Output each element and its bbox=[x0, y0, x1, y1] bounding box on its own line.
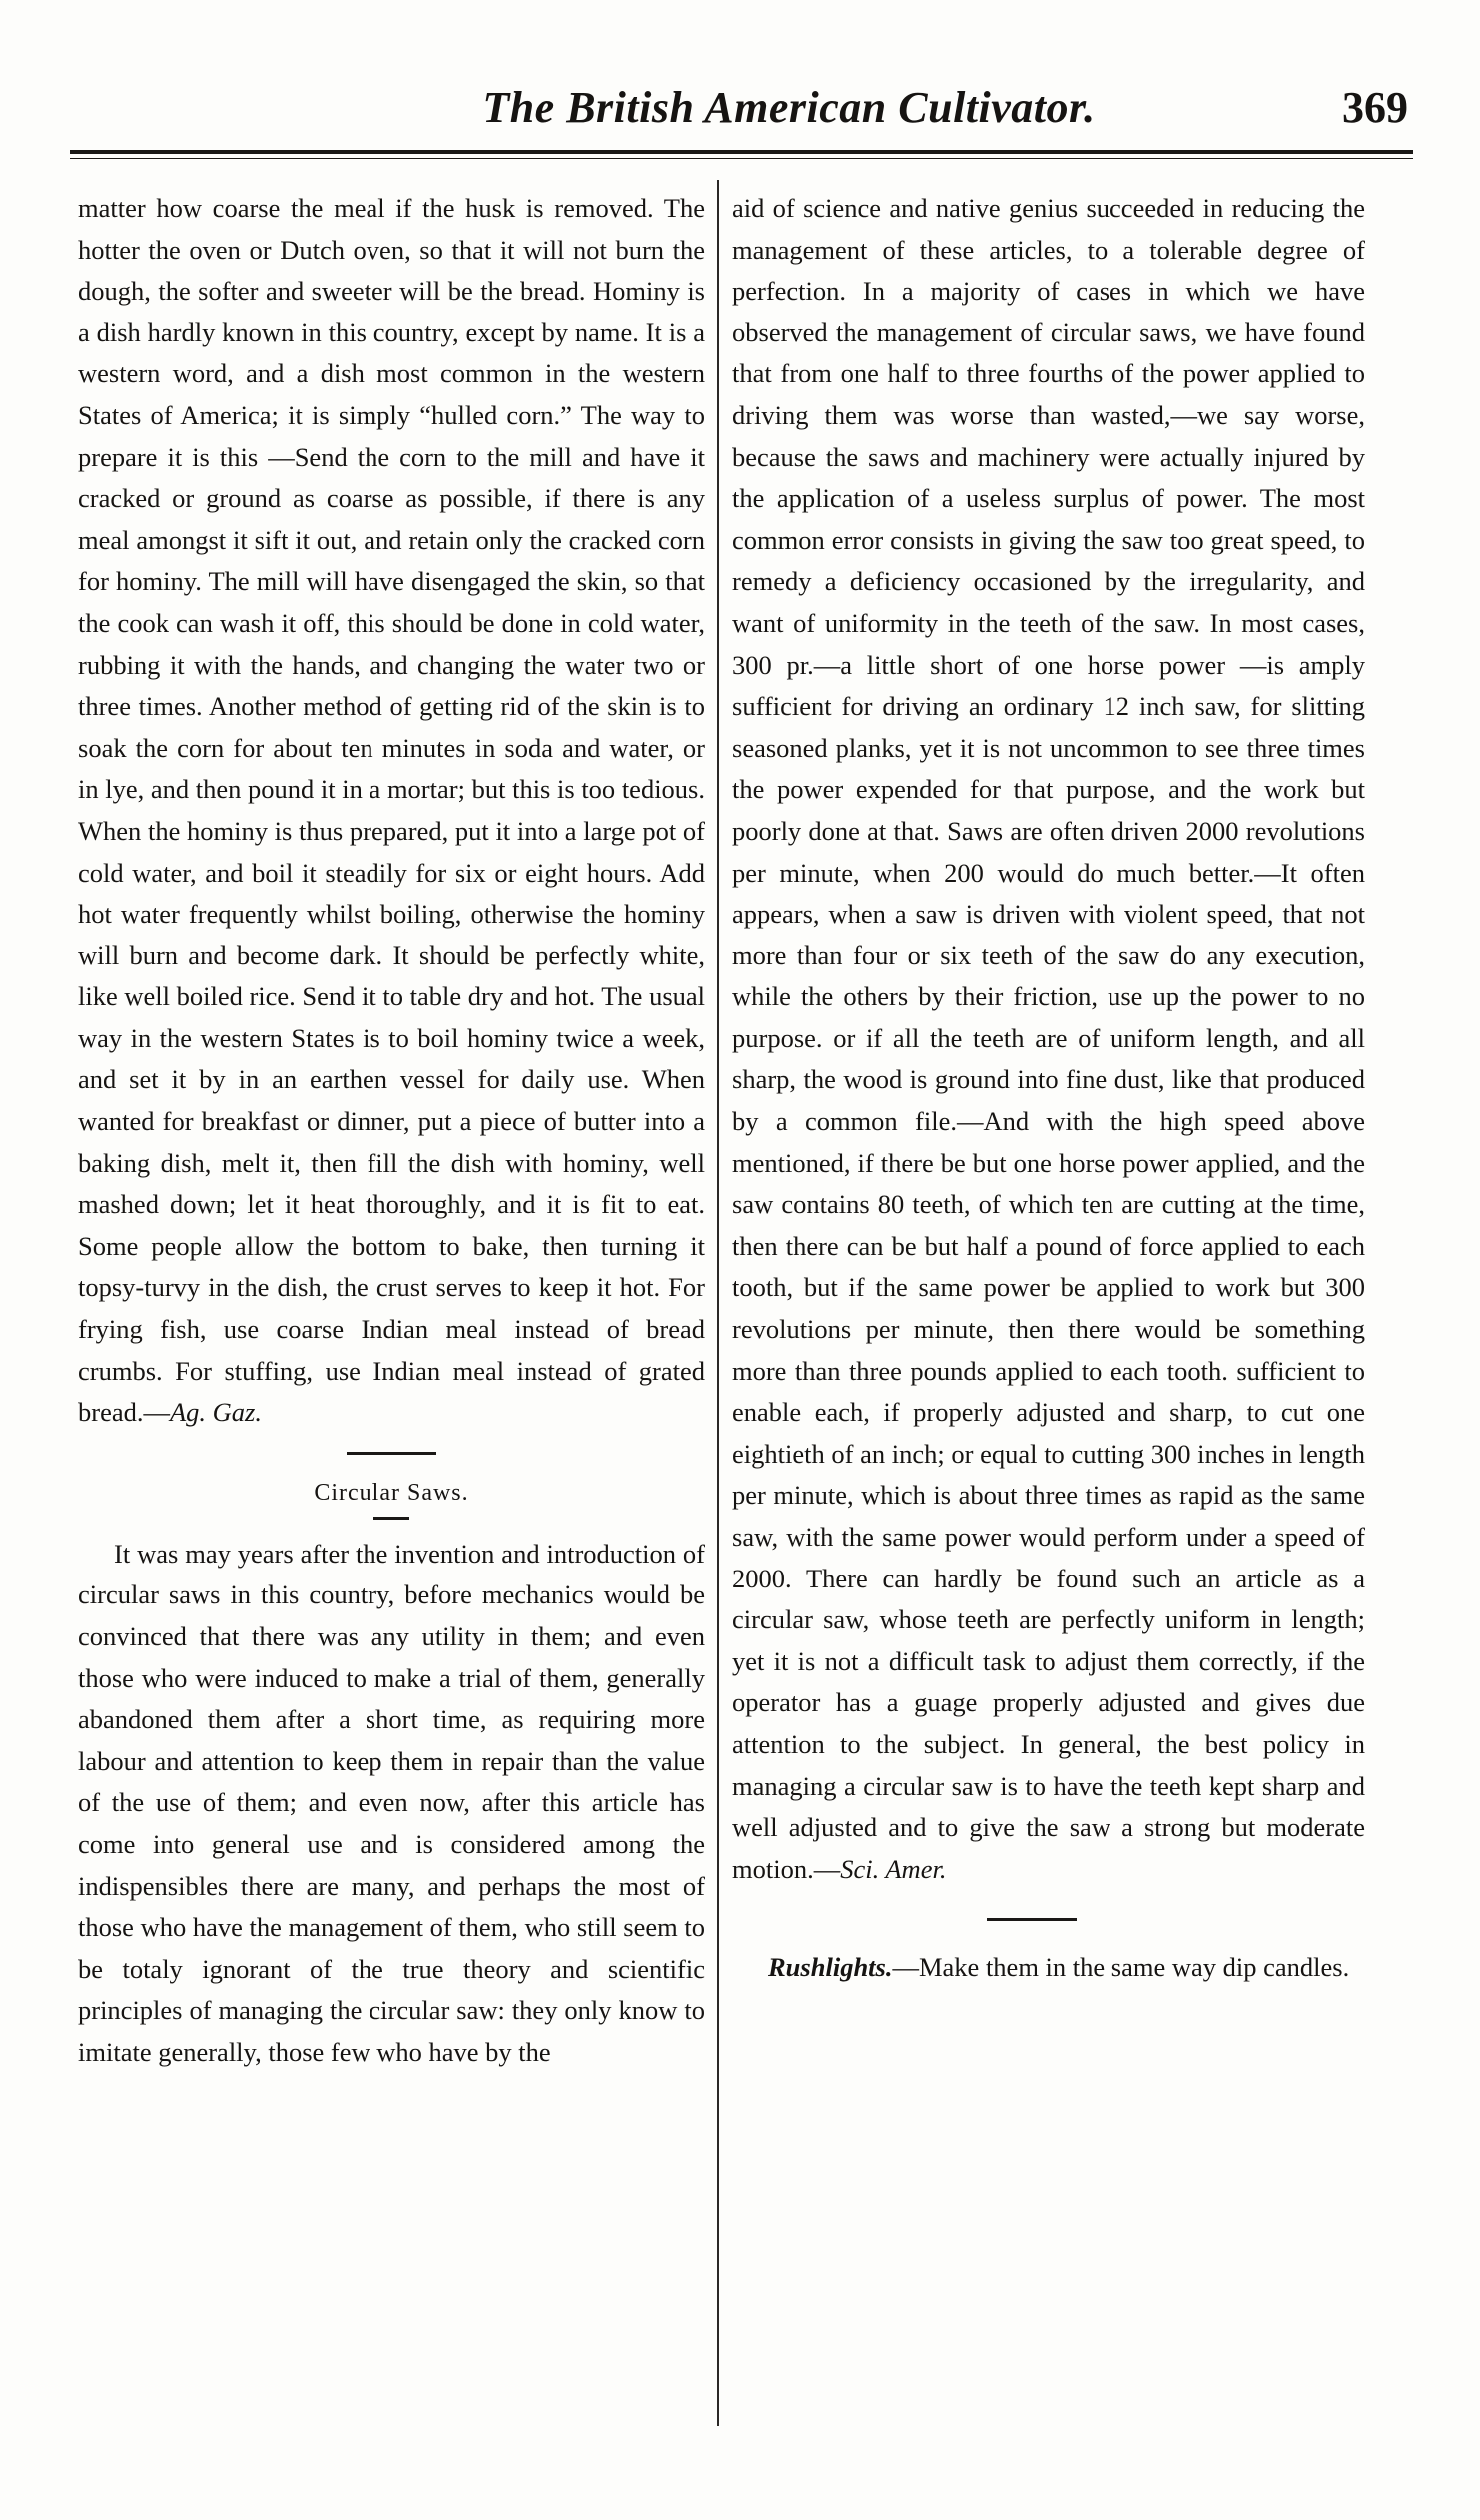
header-rule-thick bbox=[70, 150, 1413, 154]
hominy-article bbox=[78, 188, 705, 1434]
column-divider bbox=[717, 180, 719, 2426]
header-rule-thin bbox=[70, 158, 1413, 159]
article-divider-right bbox=[987, 1918, 1077, 1921]
saws-source: Sci. Amer. bbox=[840, 1853, 947, 1884]
left-column bbox=[78, 188, 705, 2074]
publication-title: The British American Cultivator. bbox=[482, 83, 1096, 132]
rushlights-text: —Make them in the same way dip candles. bbox=[892, 1952, 1350, 1983]
article-divider bbox=[347, 1452, 436, 1455]
hominy-source: Ag. Gaz. bbox=[169, 1397, 262, 1428]
page-header bbox=[70, 78, 1418, 148]
saws-continued-text: aid of science and native genius succeeded in reducing the management of these articles, to a tolerable degree of perfection. In a majority of cases in which we have observed the management of circular saws, we have found that from one half to three fourths of the power applied to driving them was worse than wasted,—we say worse, because the saws and machinery were actually injured by the application of a useless surplus of power. The most common error consists in giving the saw too great speed, to remedy a deficiency occasioned by the irregularity, and want of uniformity in the teeth of the saw. In most cases, 300 pr.—a little short of one horse power —is amply sufficient for driving an ordinary 12 inch saw, for slitting seasoned planks, yet it is not uncommon to see three times the power expended for that purpose, and the work but poorly done at that. Saws are often driven 2000 revolutions per minute, when 200 would do much better.—It often appears, when a saw is driven with violent speed, that not more than four or six teeth of the saw do any execution, while the others by their friction, use up the power to no purpose. or if all the teeth are of uniform length, and all sharp, the wood is ground into fine dust, like that produced by a common file.—And with the high speed above mentioned, if there be but one horse power applied, and the saw contains 80 teeth, of which ten are cutting at the time, then there can be but half a pound of force applied to each tooth, but if the same power be applied to work but 300 revolutions per minute, then there would be something more than three pounds applied to each tooth. sufficient to enable each, if properly adjusted and sharp, to cut one eightieth of an inch; or equal to cutting 300 inches in length per minute, which is about three times as rapid as the same saw, with the same power would perform under a speed of 2000. There can hardly be found such an article as a circular saw, whose teeth are perfectly uniform in length; yet it is not a difficult task to adjust them correctly, if the operator has a guage properly adjusted and gives due attention to the subject. In general, the best policy in managing a circular saw is to have the teeth kept sharp and well adjusted and to give the saw a strong but moderate motion.— bbox=[732, 193, 1365, 1884]
right-column bbox=[732, 188, 1365, 1989]
circular-saws-article: It was may years after the invention and introduction of circular saws in this country, before mechanics would be convinced that there was any utility in them; and even those who were induced to make a trial of them, generally abandoned them after a short time, as requiring more labour and attention to keep them in repair than the value of the use of them; and even now, after this article has come into general use and is considered among the indispensibles there are many, and perhaps the most of those who have the management of them, who still seem to be totaly ignorant of the true theory and scientific principles of managing the circular saw: they only know to imitate generally, those few who have by the bbox=[78, 1538, 705, 2067]
section-heading-circular-saws: Circular Saws. bbox=[314, 1479, 469, 1506]
page-number: 369 bbox=[1342, 83, 1408, 132]
heading-underline bbox=[373, 1517, 409, 1520]
hominy-text: matter how coarse the meal if the husk is removed. The hotter the oven or Dutch oven, so that it will not burn the dough, the softer and sweeter will be the bread. Hominy is a dish hardly known in this country, except by name. It is a western word, and a dish most common in the western States of America; it is simply “hulled corn.” The way to prepare it is this —Send the corn to the mill and have it cracked or ground as coarse as possible, if there is any meal amongst it sift it out, and retain only the cracked corn for hominy. The mill will have disengaged the skin, so that the cook can wash it off, this should be done in cold water, rubbing it with the hands, and changing the water two or three times. Another method of getting rid of the skin is to soak the corn for about ten minutes in soda and water, or in lye, and then pound it in a mortar; but this is too tedious. When the hominy is thus prepared, put it into a large pot of cold water, and boil it steadily for six or eight hours. Add hot water frequently whilst boiling, otherwise the hominy will burn and become dark. It should be perfectly white, like well boiled rice. Send it to table dry and hot. The usual way in the western States is to boil hominy twice a week, and set it by in an earthen vessel for daily use. When wanted for breakfast or dinner, put a piece of butter into a baking dish, melt it, then fill the dish with hominy, well mashed down; let it heat thoroughly, and it is fit to eat. Some people allow the bottom to bake, then turning it topsy-turvy in the dish, the crust serves to keep it hot. For frying fish, use coarse Indian meal instead of bread crumbs. For stuffing, use Indian meal instead of grated bread.— bbox=[78, 193, 706, 1428]
circular-saws-continued bbox=[732, 188, 1365, 1890]
rushlights-article bbox=[732, 1947, 1365, 1989]
rushlights-heading: Rushlights. bbox=[768, 1952, 893, 1983]
